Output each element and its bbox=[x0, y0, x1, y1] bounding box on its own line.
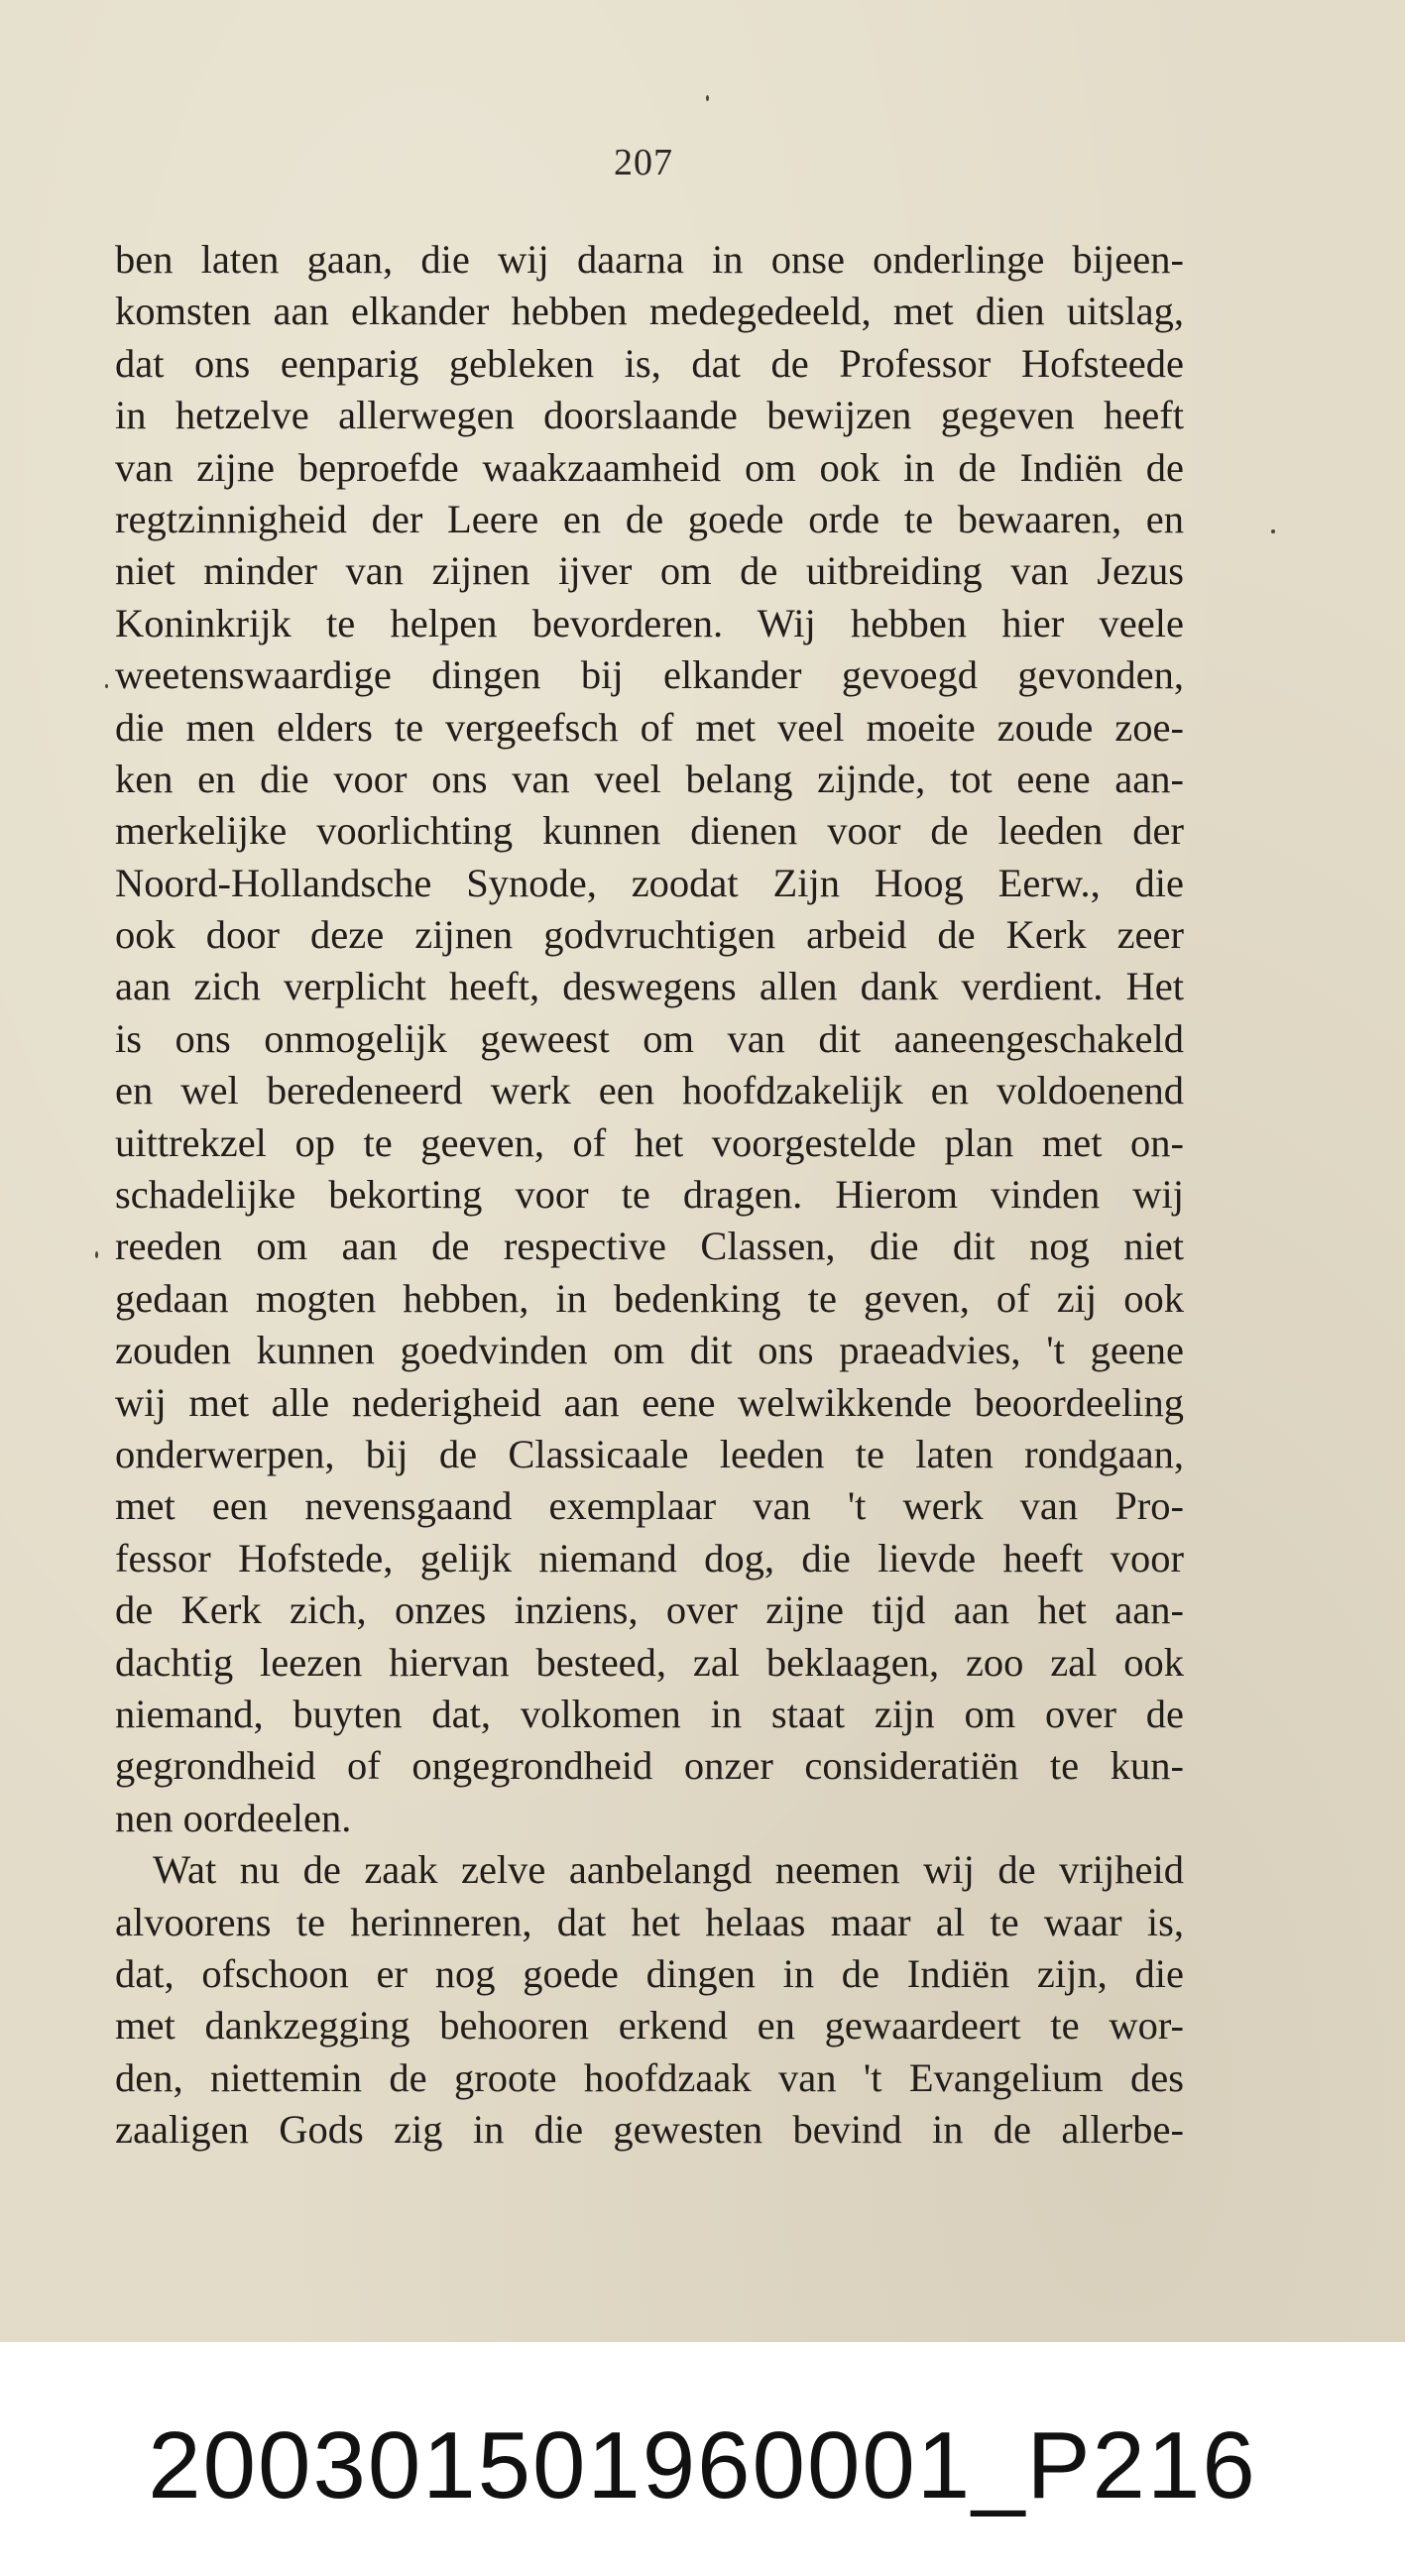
text-line: met een nevensgaand exemplaar van 't werk van Pro- bbox=[115, 1483, 1184, 1529]
text-line: komsten aan elkander hebben medegedeeld, met dien uitslag, bbox=[115, 289, 1184, 334]
body-text bbox=[115, 234, 1184, 2156]
text-line: weetenswaardige dingen bij elkander gevoegd gevonden, bbox=[115, 652, 1184, 698]
text-line: niet minder van zijnen ijver om de uitbreiding van Jezus bbox=[115, 548, 1184, 594]
text-line: en wel beredeneerd werk een hoofdzakelijk en voldoenend bbox=[115, 1068, 1184, 1113]
text-line: gegrondheid of ongegrondheid onzer consideratiën te kun- bbox=[115, 1743, 1184, 1789]
text-line: aan zich verplicht heeft, deswegens allen dank verdient. Het bbox=[115, 964, 1184, 1009]
text-line: ben laten gaan, die wij daarna in onse onderlinge bijeen- bbox=[115, 237, 1184, 282]
text-line: de Kerk zich, onzes inziens, over zijne tijd aan het aan- bbox=[115, 1587, 1184, 1633]
page-number: 207 bbox=[614, 142, 673, 183]
text-line: reeden om aan de respective Classen, die dit nog niet bbox=[115, 1224, 1184, 1269]
text-line: zouden kunnen goedvinden om dit ons praeadvies, 't geene bbox=[115, 1328, 1184, 1373]
text-line: regtzinnigheid der Leere en de goede orde te bewaaren, en bbox=[115, 496, 1184, 541]
text-line: wij met alle nederigheid aan eene welwikkende beoordeeling bbox=[115, 1379, 1184, 1425]
text-line: merkelijke voorlichting kunnen dienen voor de leeden der bbox=[115, 808, 1184, 854]
text-line: alvoorens te herinneren, dat het helaas maar al te waar is, bbox=[115, 1899, 1184, 1944]
text-line: Wat nu de zaak zelve aanbelangd neemen wij de vrijheid bbox=[153, 1847, 1184, 1893]
text-line: uittrekzel op te geeven, of het voorgestelde plan met on- bbox=[115, 1119, 1184, 1165]
text-line: is ons onmogelijk geweest om van dit aaneengeschakeld bbox=[115, 1015, 1184, 1061]
text-line: in hetzelve allerwegen doorslaande bewijzen gegeven heeft bbox=[115, 393, 1184, 438]
text-line: gedaan mogten hebben, in bedenking te geven, of zij ook bbox=[115, 1275, 1184, 1321]
image-identifier: 20030150196000​1_P216 bbox=[148, 2412, 1257, 2518]
text-line: den, niettemin de groote hoofdzaak van 't Evangelium des bbox=[115, 2054, 1184, 2100]
text-line: Koninkrijk te helpen bevorderen. Wij hebben hier veele bbox=[115, 600, 1184, 645]
text-line: die men elders te vergeefsch of met veel moeite zoude zoe- bbox=[115, 704, 1184, 750]
text-line: ook door deze zijnen godvruchtigen arbeid de Kerk zeer bbox=[115, 912, 1184, 958]
ink-speck bbox=[105, 684, 108, 688]
text-line: dat, ofschoon er nog goede dingen in de Indiën zijn, die bbox=[115, 1950, 1184, 1996]
text-line: dat ons eenparig gebleken is, dat de Professor Hofsteede bbox=[115, 340, 1184, 386]
text-line: dachtig leezen hiervan besteed, zal beklaagen, zoo zal ook bbox=[115, 1639, 1184, 1685]
text-line: schadelijke bekorting voor te dragen. Hierom vinden wij bbox=[115, 1172, 1184, 1218]
text-line: met dankzegging behooren erkend en gewaardeert te wor- bbox=[115, 2003, 1184, 2049]
text-line: fessor Hofstede, gelijk niemand dog, die lievde heeft voor bbox=[115, 1535, 1184, 1581]
text-line: onderwerpen, bij de Classicaale leeden te laten rondgaan, bbox=[115, 1431, 1184, 1476]
text-line: Noord-Hollandsche Synode, zoodat Zijn Hoog Eerw., die bbox=[115, 860, 1184, 905]
text-line: van zijne beproefde waakzaamheid om ook in de Indiën de bbox=[115, 444, 1184, 490]
ink-speck bbox=[95, 1251, 98, 1258]
caption-bar bbox=[0, 2342, 1405, 2576]
text-line: ken en die voor ons van veel belang zijnde, tot eene aan- bbox=[115, 756, 1184, 801]
ink-speck bbox=[1271, 529, 1275, 533]
ink-speck bbox=[706, 95, 709, 101]
text-line: niemand, buyten dat, volkomen in staat zijn om over de bbox=[115, 1691, 1184, 1736]
text-line: zaaligen Gods zig in die gewesten bevind in de allerbe- bbox=[115, 2107, 1184, 2153]
text-line: nen oordeelen. bbox=[115, 1795, 352, 1840]
